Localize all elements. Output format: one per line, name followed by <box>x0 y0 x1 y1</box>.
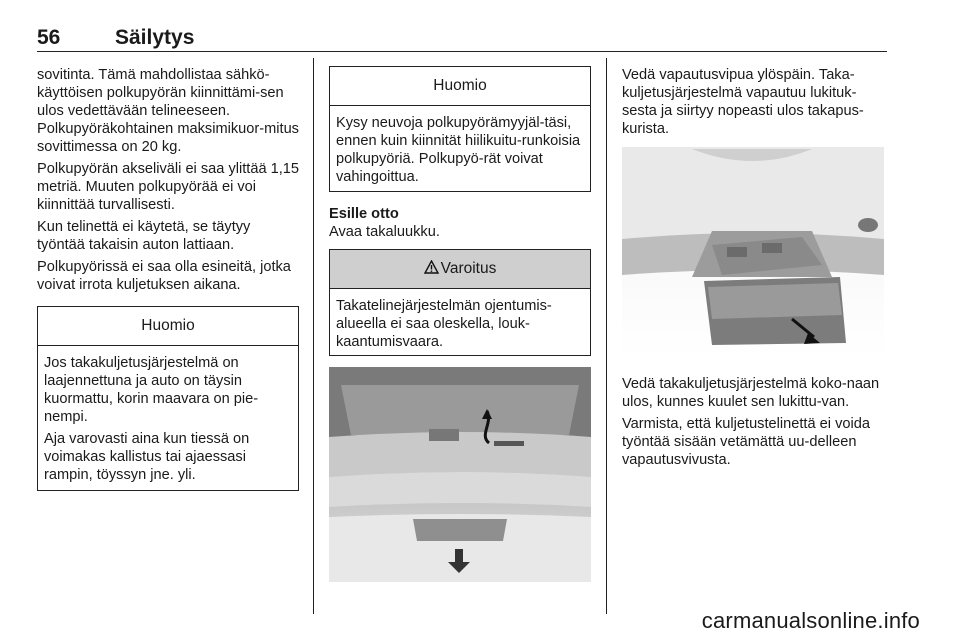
paragraph: Varmista, että kuljetustelinettä ei voida työntää sisään vetämättä uu-delleen vapautusvivusta. <box>622 416 870 468</box>
instruction: Avaa takaluukku. <box>329 224 440 240</box>
warning-box <box>329 249 591 356</box>
paragraph: Vedä vapautusvipua ylöspäin. Taka-kuljetusjärjestelmä vapautuu lukituk-sesta ja siirtyy nopeasti ulos takapus-kurista. <box>622 67 864 137</box>
notice-body <box>38 346 298 494</box>
column-3-top <box>622 66 888 142</box>
subheading: Esille otto <box>329 206 399 222</box>
column-3-bottom <box>622 375 888 473</box>
warning-title-bar <box>330 250 590 289</box>
paragraph: Polkupyörän akseliväli ei saa ylittää 1,15 metriä. Muuten polkupyörää ei voi kiinnittää turvallisesti. <box>37 161 300 213</box>
paragraph: sovitinta. Tämä mahdollistaa sähkö-käyttöisen polkupyörän kiinnittämi-sen ulos vedettävään telineeseen. Polkupyöräkohtainen maksimikuor-mitus sovittimessa on 20 kg. <box>37 67 299 155</box>
column-divider-2 <box>606 58 607 614</box>
column-1 <box>37 66 301 298</box>
page-header <box>37 26 887 52</box>
warning-body: Takatelinejärjestelmän ojentumis-alueella ei saa oleskella, louk-kaantumisvaara. <box>336 298 552 350</box>
header-rule <box>37 51 887 52</box>
notice-title: Huomio <box>330 67 590 106</box>
notice-box-1 <box>37 306 299 491</box>
column-divider-1 <box>313 58 314 614</box>
paragraph: Kun telinettä ei käytetä, se täytyy työntää takaisin auton lattiaan. <box>37 219 251 253</box>
warning-triangle-icon <box>424 260 439 279</box>
page-number: 56 <box>37 26 61 49</box>
notice-title: Huomio <box>38 307 298 346</box>
watermark: carmanualsonline.info <box>701 608 920 633</box>
notice-body: Kysy neuvoja polkupyörämyyjäl-täsi, ennen kuin kiinnität hiilikuitu-runkoisia polkupyöriä. Polkupyö-rät voivat vahingoittua. <box>336 115 581 185</box>
paragraph: Polkupyörissä ei saa olla esineitä, jotka voivat irrota kuljetuksen aikana. <box>37 259 291 293</box>
tailgate-photo <box>329 367 591 582</box>
notice-box-2 <box>329 66 591 192</box>
carrier-photo <box>622 147 884 360</box>
notice-paragraph: Jos takakuljetusjärjestelmä on laajennettuna ja auto on täysin kuormattu, korin maavara on pie-nempi. <box>44 355 259 425</box>
warning-title: Varoitus <box>440 260 497 277</box>
notice-paragraph: Aja varovasti aina kun tiessä on voimakas kallistus tai ajaessasi rampin, töyssyn jne. yli. <box>44 431 250 483</box>
section-title: Säilytys <box>115 26 195 49</box>
paragraph: Vedä takakuljetusjärjestelmä koko-naan ulos, kunnes kuulet sen lukittu-van. <box>622 376 880 410</box>
esille-otto-section <box>329 205 591 241</box>
